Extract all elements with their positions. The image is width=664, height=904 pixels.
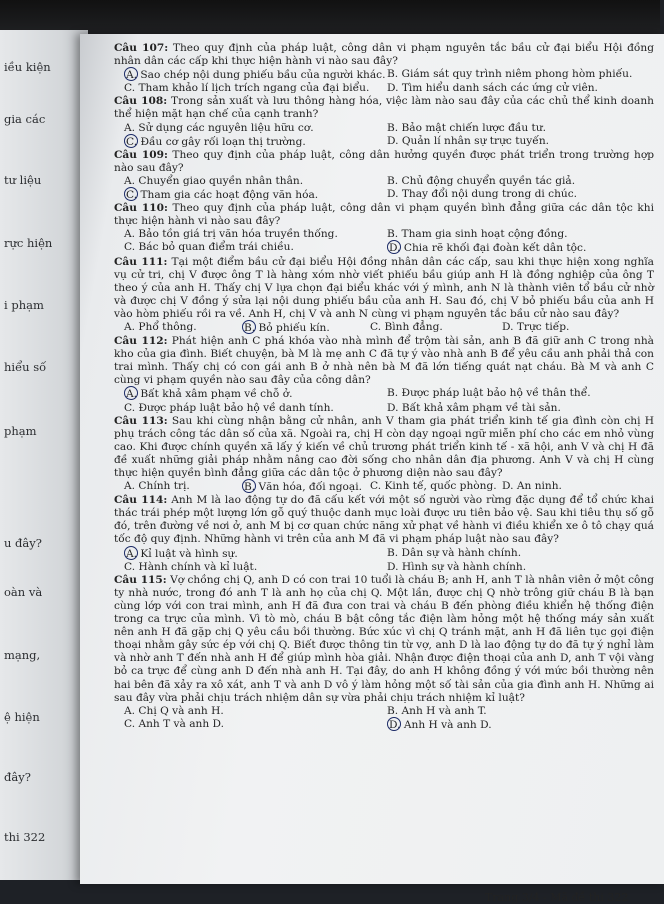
circled-answer-mark [242,320,256,334]
option-a: A. Kỉ luật và hình sự. [126,547,238,560]
left-fragment: hiểu số [4,360,47,374]
option-c: C. Bác bỏ quan điểm trái chiều. [124,241,294,254]
option-d: D. Quản lí nhân sự trực tuyến. [387,134,550,147]
option-a: A. Chị Q và anh H. [124,704,224,717]
option-d: D. Anh H và anh D. [389,718,492,731]
option-b: B. Bỏ phiếu kín. [244,321,330,334]
page-footer: Trang 3/4 - Mã đề thi 322 [485,891,629,904]
option-d: D. Chia rẽ khối đại đoàn kết dân tộc. [389,242,587,255]
left-fragment: rực hiện [4,236,53,250]
question-112: Câu 112: Phát hiện anh C phá khóa vào nhà mình để trộm tài sản, anh B đã giữ anh C trong nhà kho của gia đình. Biết chuyện, bà M là mẹ anh C đã tự ý vào nhà anh B để yêu cầu anh phải thả con trai mình. Thấy chị có con gái anh B ở nhà nên bà M đã lớn tiếng quát nạt cháu. Bà M và anh C cùng vi phạm quyền nào sau đây của công dân? [114,335,654,387]
left-fragment: thi 322 [4,830,46,844]
circled-answer-mark [124,546,138,560]
option-c: C. Bình đẳng. [370,320,443,333]
question-number: Câu 115: [114,573,167,586]
option-c: C. Tham gia các hoạt động văn hóa. [126,189,319,202]
option-a: A. Chuyển giao quyền nhân thân. [124,174,304,187]
option-b: B. Được pháp luật bảo hộ về thân thể. [387,387,591,400]
option-c: C. Anh T và anh D. [124,717,225,730]
question-number: Câu 108: [114,95,168,108]
options-111 [124,321,654,335]
left-fragment: ệ hiện [4,710,40,724]
left-fragment: đây? [4,770,31,784]
left-fragment: phạm [4,424,37,438]
options-107 [124,68,654,95]
question-number: Câu 114: [114,494,168,507]
option-c: C. Kinh tế, quốc phòng. [370,480,497,493]
circled-answer-mark [387,717,401,731]
option-b: B. Chủ động chuyển quyền tác giả. [387,174,576,187]
question-107: Câu 107: Theo quy định của pháp luật, công dân vi phạm nguyên tắc bầu cử đại biểu Hội đồng nhân dân các cấp khi thực hiện hành vi nào sau đây? [114,42,654,68]
option-b: B. Anh H và anh T. [387,704,487,717]
question-108: Câu 108: Trong sản xuất và lưu thông hàng hóa, việc làm nào sau đây của các chủ thể kinh doanh thể hiện mặt hạn chế của cạnh tranh? [114,95,654,121]
option-d: D. Thay đổi nội dung trong di chúc. [387,188,578,201]
left-page [0,30,88,880]
left-fragment: tư liệu [4,173,42,187]
question-number: Câu 111: [114,255,168,268]
options-112 [124,387,654,414]
option-d: D. Hình sự và hành chính. [387,560,527,573]
question-111: Câu 111: Tại một điểm bầu cử đại biểu Hội đồng nhân dân các cấp, sau khi thực hiện xong nghĩa vụ cử tri, chị V được ông T là hàng xóm nhờ viết phiếu bầu giúp anh H là đồng nghiệp của ông T theo ý của anh H. Thấy chị V lựa chọn đại biểu khác với ý mình, anh N là thành viên tổ bầu cử nhờ và được chị V đồng ý sửa lại nội dung phiếu bầu của anh H. Sau đó, chị V bỏ phiếu bầu của anh H vào hòm phiếu rồi ra về. Anh H, chị V và anh N cùng vi phạm nguyên tắc bầu cử nào sau đây? [114,255,654,320]
left-fragment: iều kiện [4,60,51,74]
options-115 [124,705,654,732]
option-b: B. Bảo mật chiến lược đầu tư. [387,121,547,134]
options-114 [124,547,654,574]
question-number: Câu 110: [114,202,168,215]
option-c: C. Được pháp luật bảo hộ về danh tính. [124,401,334,414]
exam-page [80,34,664,904]
option-a: A. Bảo tồn giá trị văn hóa truyền thống. [124,228,338,241]
option-c: C. Tham khảo lí lịch trích ngang của đại biểu. [124,82,370,95]
circled-answer-mark [124,134,138,148]
question-109: Câu 109: Theo quy định của pháp luật, công dân hưởng quyền được phát triển trong trường hợp nào sau đây? [114,148,654,174]
option-d: D. An ninh. [502,480,562,493]
question-number: Câu 109: [114,148,168,161]
options-110 [124,228,654,255]
option-a: A. Bất khả xâm phạm về chỗ ở. [126,388,293,401]
option-d: D. Trực tiếp. [502,320,570,333]
question-115: Câu 115: Vợ chồng chị Q, anh D có con trai 10 tuổi là cháu B; anh H, anh T là nhân viên ở một công ty nhà nước, trong đó anh T là anh họ của chị Q. Một lần, được chị Q nhờ trông giữ cháu B là bạn cùng lớp với con trai mình, anh H đã đưa con trai và cháu B đến phòng điều khiển hệ thống điện trong ca trực của mình. Vì tò mò, cháu B bật công tắc điện làm hỏng một hệ thống máy sản xuất nên anh H đã gặp chị Q yêu cầu bồi thường. Bức xúc vì chị Q tránh mặt, anh H đã liên tục gọi điện thoại nhằm gây sức ép với chị Q. Biết được thông tin từ vợ, anh D là lao động tự do đã tự ý nghỉ làm và nhờ anh T đến nhà anh H để giúp mình hòa giải. Nhận được điện thoại của anh D, anh T vội vàng bỏ ca trực để cùng anh D đến nhà anh H. Tại đây, do anh H không đồng ý với mức bồi thường nên hai bên đã xảy ra xô xát, anh T và anh D vô ý làm hỏng một số tài sản của gia đình anh H. Những ai sau đây vừa phải chịu trách nhiệm dân sự vừa phải chịu trách nhiệm kỉ luật? [114,573,654,704]
question-number: Câu 107: [114,42,169,54]
question-list [114,42,654,732]
left-fragment: oàn và [4,585,43,599]
question-113: Câu 113: Sau khi cùng nhận bằng cử nhân, anh V tham gia phát triển kinh tế gia đình còn chị H phụ trách công tác dân số của xã. Ngoài ra, chị H còn dạy ngoại ngữ miễn phí cho các em nhỏ vùng cao. Khi được chính quyền xã lấy ý kiến về chủ trương phát triển kinh tế - xã hội, anh V và chị H đã đề xuất những giải pháp nhằm nâng cao đời sống cho nhân dân địa phương. Anh V và chị H cùng thực hiện quyền bình đẳng giữa các dân tộc ở phương diện nào sau đây? [114,414,654,479]
circled-answer-mark [124,187,138,201]
options-109 [124,175,654,202]
option-b: B. Tham gia sinh hoạt cộng đồng. [387,228,568,241]
option-b: B. Giám sát quy trình niêm phong hòm phiếu. [387,68,633,81]
option-a: A. Phổ thông. [124,320,197,333]
option-a: A. Sao chép nội dung phiếu bầu của người khác. [126,69,386,82]
option-b: B. Dân sự và hành chính. [387,546,522,559]
option-d: D. Bất khả xâm phạm về tài sản. [387,401,561,414]
options-113 [124,480,654,494]
left-fragment: mạng, [4,648,41,662]
option-a: A. Sử dụng các nguyên liệu hữu cơ. [124,121,314,134]
left-fragment: i phạm [4,298,44,312]
option-d: D. Tìm hiểu danh sách các ứng cử viên. [387,82,598,95]
option-b: B. Văn hóa, đối ngoại. [244,481,363,494]
question-114: Câu 114: Anh M là lao động tự do đã cấu kết với một số người vào rừng đặc dụng để tổ chức khai thác trái phép một lượng lớn gỗ quý thuộc danh mục loài được ưu tiên bảo vệ. Sau khi tiêu thụ số gỗ đó, trên đường về nơi ở, anh M bị cơ quan chức năng xử phạt về hành vi điều khiển xe ô tô chạy quá tốc độ quy định. Những hành vi trên của anh M đã vi phạm pháp luật nào sau đây? [114,494,654,546]
circled-answer-mark [242,479,256,493]
question-number: Câu 112: [114,335,168,348]
option-c: C. Hành chính và kỉ luật. [124,560,258,573]
option-c: C. Đầu cơ gây rối loạn thị trường. [126,135,306,148]
left-fragment: u đây? [4,536,42,550]
question-110: Câu 110: Theo quy định của pháp luật, công dân vi phạm quyền bình đẳng giữa các dân tộc khi thực hiện hành vi nào sau đây? [114,202,654,228]
left-fragment: gia các [4,112,46,126]
options-108 [124,122,654,149]
question-number: Câu 113: [114,414,168,427]
option-a: A. Chính trị. [124,480,190,493]
